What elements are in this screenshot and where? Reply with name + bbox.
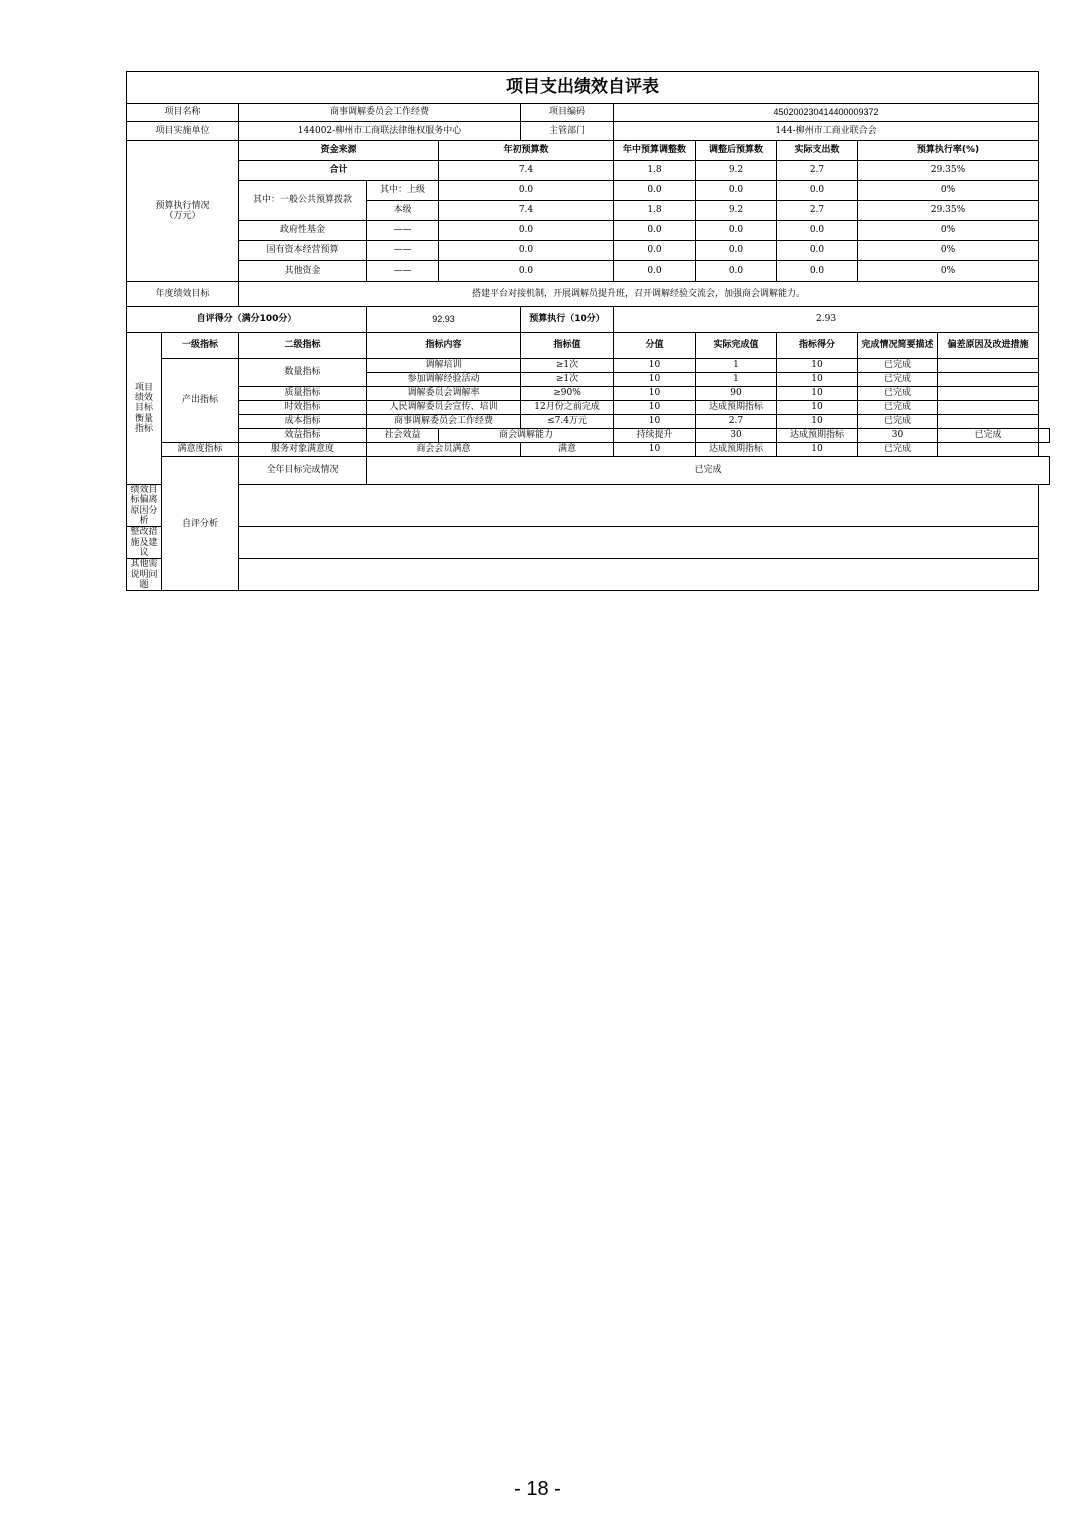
indicator-row-value: ≥90% — [521, 387, 614, 401]
budget-header-adjust: 年中预算调整数 — [614, 141, 696, 161]
self-eval-item-label: 整改措施及建议 — [127, 527, 162, 559]
budget-gov-fund-label: 政府性基金 — [239, 221, 367, 241]
indicator-row-status: 已完成 — [858, 415, 938, 429]
project-code: 450200230414400009372 — [614, 104, 1039, 122]
budget-own-initial: 7.4 — [439, 201, 614, 221]
project-dept-label: 主管部门 — [521, 122, 614, 141]
indicator-row-deviation — [938, 373, 1039, 387]
indicator-row-value: 12月份之前完成 — [521, 401, 614, 415]
budget-state-capital-adjust: 0.0 — [614, 241, 696, 261]
indicator-row-second: 成本指标 — [239, 415, 367, 429]
indicator-row-value: 持续提升 — [614, 429, 696, 443]
indicator-row-deviation — [938, 401, 1039, 415]
indicator-row-status: 已完成 — [938, 429, 1039, 443]
indicator-row-value: ≥1次 — [521, 373, 614, 387]
indicator-row-second: 质量指标 — [239, 387, 367, 401]
indicator-row-content: 调解委员会调解率 — [367, 387, 521, 401]
budget-other-funds-adjusted: 0.0 — [696, 261, 777, 282]
indicator-row-second: 时效指标 — [239, 401, 367, 415]
budget-own-adjusted: 9.2 — [696, 201, 777, 221]
budget-upper-adjusted: 0.0 — [696, 181, 777, 201]
indicator-row-content: 商会会员满意 — [367, 443, 521, 457]
project-name: 商事调解委员会工作经费 — [239, 104, 521, 122]
budget-state-capital-actual: 0.0 — [777, 241, 858, 261]
indicator-row-deviation — [938, 415, 1039, 429]
indicator-row-status: 已完成 — [858, 373, 938, 387]
indicator-row-content: 调解培训 — [367, 359, 521, 373]
self-eval-item-text — [239, 527, 1039, 559]
performance-self-eval-table — [126, 71, 1050, 591]
budget-other-funds-adjust: 0.0 — [614, 261, 696, 282]
budget-header-actual: 实际支出数 — [777, 141, 858, 161]
budget-state-capital-label: 国有资本经营预算 — [239, 241, 367, 261]
indicator-row-got: 10 — [777, 443, 858, 457]
budget-gov-fund-actual: 0.0 — [777, 221, 858, 241]
budget-upper-rate: 0% — [858, 181, 1039, 201]
budget-total-adjust: 1.8 — [614, 161, 696, 181]
indicator-row-got: 30 — [858, 429, 938, 443]
budget-total-rate: 29.35% — [858, 161, 1039, 181]
indicator-row-got: 10 — [777, 359, 858, 373]
indicator-row-actual: 达成预期指标 — [777, 429, 858, 443]
budget-total-initial: 7.4 — [439, 161, 614, 181]
self-eval-item-text: 已完成 — [367, 457, 1050, 485]
indicator-row-value: 满意 — [521, 443, 614, 457]
indicator-row-first: 满意度指标 — [162, 443, 239, 457]
indicator-row-deviation — [938, 443, 1039, 457]
indicator-header-value: 指标值 — [521, 333, 614, 359]
indicator-row-status: 已完成 — [858, 443, 938, 457]
budget-gov-fund-adjust: 0.0 — [614, 221, 696, 241]
indicator-row-score: 30 — [696, 429, 777, 443]
self-score-value: 92.93 — [367, 307, 521, 333]
budget-header-source: 资金来源 — [239, 141, 439, 161]
budget-other-funds-rate: 0% — [858, 261, 1039, 282]
indicator-row-value: ≤7.4万元 — [521, 415, 614, 429]
indicator-row-got: 10 — [777, 387, 858, 401]
indicator-row-value: ≥1次 — [521, 359, 614, 373]
budget-exec-score-label: 预算执行（10分） — [521, 307, 614, 333]
indicator-row-score: 10 — [614, 387, 696, 401]
indicator-header-second: 二级指标 — [239, 333, 367, 359]
indicator-row-actual: 达成预期指标 — [696, 401, 777, 415]
self-eval-item-text — [239, 559, 1039, 591]
budget-header-adjusted: 调整后预算数 — [696, 141, 777, 161]
budget-total-adjusted: 9.2 — [696, 161, 777, 181]
indicator-header-deviation: 偏差原因及改进措施 — [938, 333, 1039, 359]
budget-total-label: 合计 — [239, 161, 439, 181]
budget-other-funds-dash: —— — [367, 261, 439, 282]
indicator-row-got: 10 — [777, 401, 858, 415]
page-number: - 18 - — [514, 1478, 561, 1500]
budget-gov-fund-adjusted: 0.0 — [696, 221, 777, 241]
budget-upper-label: 其中：上级 — [367, 181, 439, 201]
self-eval-item-label: 全年目标完成情况 — [239, 457, 367, 485]
budget-state-capital-initial: 0.0 — [439, 241, 614, 261]
budget-header-rate: 预算执行率(%) — [858, 141, 1039, 161]
project-unit-label: 项目实施单位 — [127, 122, 239, 141]
budget-state-capital-dash: —— — [367, 241, 439, 261]
budget-own-rate: 29.35% — [858, 201, 1039, 221]
indicator-header-got: 指标得分 — [777, 333, 858, 359]
indicator-row-second: 服务对象满意度 — [239, 443, 367, 457]
indicator-section-label: 项目绩效目标衡量指标 — [127, 333, 162, 485]
indicator-row-got: 10 — [777, 415, 858, 429]
budget-upper-adjust: 0.0 — [614, 181, 696, 201]
indicator-row-score: 10 — [614, 443, 696, 457]
indicator-header-content: 指标内容 — [367, 333, 521, 359]
indicator-header-first: 一级指标 — [162, 333, 239, 359]
indicator-quantity-label: 数量指标 — [239, 359, 367, 387]
indicator-row-deviation — [938, 359, 1039, 373]
annual-goal-text: 搭建平台对接机制，开展调解员提升班，召开调解经验交流会，加强商会调解能力。 — [239, 282, 1039, 307]
indicator-header-actual: 实际完成值 — [696, 333, 777, 359]
form-title: 项目支出绩效自评表 — [127, 72, 1039, 104]
annual-goal-label: 年度绩效目标 — [127, 282, 239, 307]
indicator-row-content: 商事调解委员会工作经费 — [367, 415, 521, 429]
budget-other-funds-actual: 0.0 — [777, 261, 858, 282]
budget-gov-fund-dash: —— — [367, 221, 439, 241]
indicator-row-score: 10 — [614, 359, 696, 373]
indicator-row-first: 效益指标 — [239, 429, 367, 443]
budget-section-label: 预算执行情况（万元） — [127, 141, 239, 282]
budget-total-actual: 2.7 — [777, 161, 858, 181]
budget-other-funds-label: 其他资金 — [239, 261, 367, 282]
project-name-label: 项目名称 — [127, 104, 239, 122]
budget-exec-score-value: 2.93 — [614, 307, 1039, 333]
indicator-row-status: 已完成 — [858, 401, 938, 415]
indicator-row-status: 已完成 — [858, 387, 938, 401]
indicator-row-actual: 2.7 — [696, 415, 777, 429]
budget-own-actual: 2.7 — [777, 201, 858, 221]
indicator-row-got: 10 — [777, 373, 858, 387]
indicator-row-second: 社会效益 — [367, 429, 439, 443]
project-dept: 144-柳州市工商业联合会 — [614, 122, 1039, 141]
self-eval-item-label: 其他需说明问题 — [127, 559, 162, 591]
budget-upper-initial: 0.0 — [439, 181, 614, 201]
budget-other-funds-initial: 0.0 — [439, 261, 614, 282]
self-eval-item-label: 绩效目标偏离原因分析 — [127, 485, 162, 527]
indicator-output-label: 产出指标 — [162, 359, 239, 443]
project-unit: 144002-柳州市工商联法律维权服务中心 — [239, 122, 521, 141]
indicator-row-actual: 90 — [696, 387, 777, 401]
budget-own-label: 本级 — [367, 201, 439, 221]
project-code-label: 项目编码 — [521, 104, 614, 122]
budget-general-label: 其中：一般公共预算拨款 — [239, 181, 367, 221]
indicator-row-content: 人民调解委员会宣传、培训 — [367, 401, 521, 415]
indicator-row-status: 已完成 — [858, 359, 938, 373]
budget-gov-fund-initial: 0.0 — [439, 221, 614, 241]
indicator-row-score: 10 — [614, 415, 696, 429]
budget-state-capital-adjusted: 0.0 — [696, 241, 777, 261]
self-eval-item-text — [239, 485, 1039, 527]
indicator-row-actual: 1 — [696, 359, 777, 373]
budget-own-adjust: 1.8 — [614, 201, 696, 221]
budget-state-capital-rate: 0% — [858, 241, 1039, 261]
indicator-header-score: 分值 — [614, 333, 696, 359]
indicator-row-content: 商会调解能力 — [439, 429, 614, 443]
indicator-row-deviation — [1039, 429, 1050, 443]
self-score-label: 自评得分（满分100分） — [127, 307, 367, 333]
indicator-row-actual: 1 — [696, 373, 777, 387]
budget-gov-fund-rate: 0% — [858, 221, 1039, 241]
indicator-row-score: 10 — [614, 401, 696, 415]
indicator-row-actual: 达成预期指标 — [696, 443, 777, 457]
indicator-row-deviation — [938, 387, 1039, 401]
self-eval-section-label: 自评分析 — [162, 457, 239, 591]
budget-header-initial: 年初预算数 — [439, 141, 614, 161]
indicator-row-score: 10 — [614, 373, 696, 387]
budget-upper-actual: 0.0 — [777, 181, 858, 201]
indicator-header-status: 完成情况简要描述 — [858, 333, 938, 359]
indicator-row-content: 参加调解经验活动 — [367, 373, 521, 387]
